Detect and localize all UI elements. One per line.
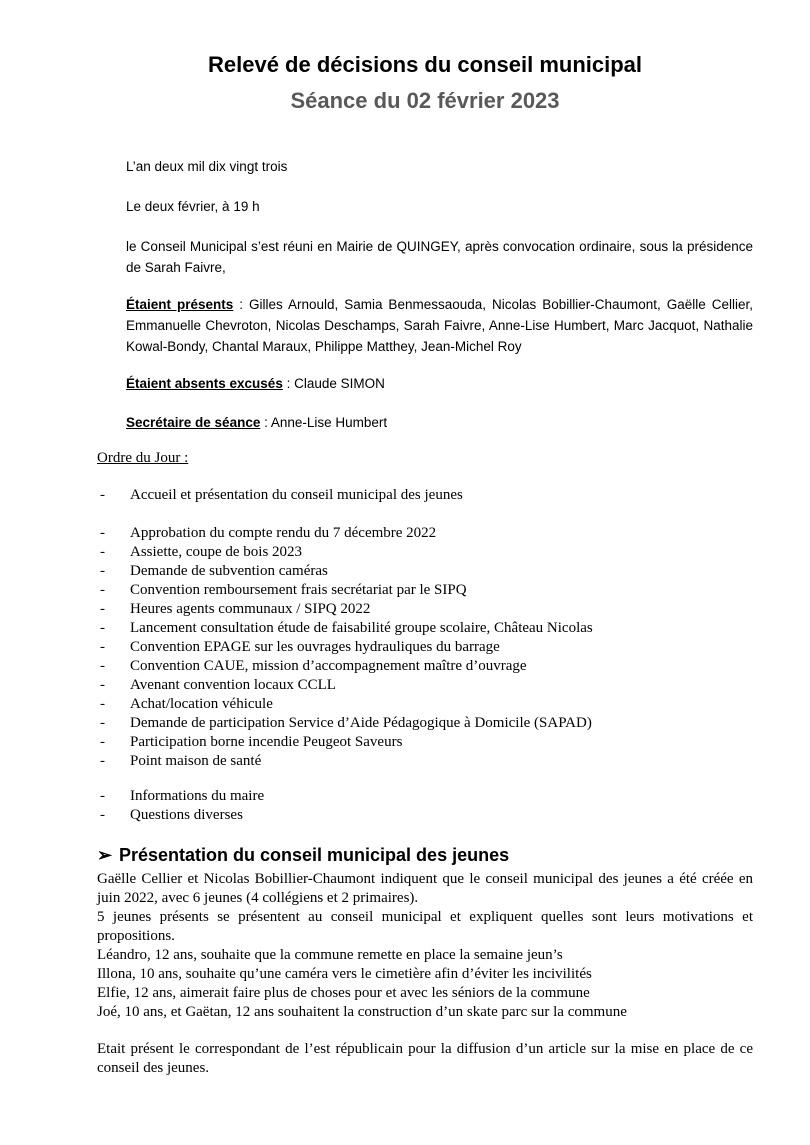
present-members: Étaient présents : Gilles Arnould, Samia Benmessaouda, Nicolas Bobillier-Chaumont, Gaëlle Cellier, Emmanuelle Chevroton, Nicolas Deschamps, Sarah Faivre, Anne-Lise Humbert, Marc Jacquot, Nathalie Kowal-Bondy, Chantal Maraux, Philippe Matthey, Jean-Michel Roy bbox=[126, 297, 753, 354]
paragraph: Elfie, 12 ans, aimerait faire plus de choses pour et avec les séniors de la commune bbox=[97, 985, 590, 1001]
section-body bbox=[97, 870, 753, 1022]
paragraph: Joé, 10 ans, et Gaëtan, 12 ans souhaitent la construction d’un skate parc sur la commune bbox=[97, 1004, 627, 1020]
session-secretary: Secrétaire de séance : Anne-Lise Humbert bbox=[126, 415, 388, 430]
intro-date-time: Le deux février, à 19 h bbox=[126, 199, 260, 214]
closing-paragraph: Etait présent le correspondant de l’est républicain pour la diffusion d’un article sur la mise en place de ce conseil des jeunes. bbox=[97, 1041, 753, 1076]
section-heading bbox=[97, 845, 509, 866]
present-label: Étaient présents bbox=[126, 297, 234, 312]
arrow-bullet-icon: ➢ bbox=[97, 845, 113, 865]
paragraph: Gaëlle Cellier et Nicolas Bobillier-Chaumont indiquent que le conseil municipal des jeunes a été créée en juin 2022, avec 6 jeunes (4 collégiens et 2 primaires). bbox=[97, 871, 753, 906]
session-date-subtitle: Séance du 02 février 2023 bbox=[290, 88, 560, 113]
intro-year: L’an deux mil dix vingt trois bbox=[126, 159, 288, 174]
document-title: Relevé de décisions du conseil municipal bbox=[207, 52, 643, 77]
absent-members: Étaient absents excusés : Claude SIMON bbox=[126, 376, 385, 391]
present-names: Gilles Arnould, Samia Benmessaouda, Nicolas Bobillier-Chaumont, Gaëlle Cellier, Emmanuelle Chevroton, Nicolas Deschamps, Sarah Faivre, Anne-Lise Humbert, Marc Jacquot, Nathalie Kowal-Bondy, Chantal Maraux, Philippe Matthey, Jean-Michel Roy bbox=[126, 297, 753, 354]
section-heading-text: Présentation du conseil municipal des jeunes bbox=[119, 845, 510, 865]
secretary-label: Secrétaire de séance bbox=[126, 415, 261, 430]
absent-names: Claude SIMON bbox=[294, 376, 385, 391]
paragraph: Léandro, 12 ans, souhaite que la commune remette en place la semaine jeun’s bbox=[97, 947, 563, 963]
intro-convocation: le Conseil Municipal s’est réuni en Mairie de QUINGEY, après convocation ordinaire, sous la présidence de Sarah Faivre, bbox=[126, 239, 753, 275]
absent-label: Étaient absents excusés bbox=[126, 376, 283, 391]
secretary-name: Anne-Lise Humbert bbox=[270, 415, 388, 430]
paragraph: 5 jeunes présents se présentent au conseil municipal et expliquent quelles sont leurs motivations et propositions. bbox=[97, 909, 753, 944]
agenda-heading: Ordre du Jour : bbox=[97, 450, 189, 466]
paragraph: Illona, 10 ans, souhaite qu’une caméra vers le cimetière afin d’éviter les incivilités bbox=[97, 966, 592, 982]
document-page: Relevé de décisions du conseil municipal Séance du 02 février 2023 L’an deux mil dix vingt trois Le deux février, à 19 h le Conseil Municipal s’est réuni en Mairie de QUINGEY, après convocation ordinaire, sous la présidence de Sarah Faivre, Étaient présents : Gilles Arnould, Samia Benmessaouda, Nicolas Bobillier-Chaumont, Gaëlle Cellier, Emmanuelle Chevroton, Nicolas Deschamps, Sarah Faivre, Anne-Lise Humbert, Marc Jacquot, Nathalie Kowal-Bondy, Chantal Maraux, Philippe Matthey, Jean-Michel Roy Étaient absents excusés : Claude SIMON Secrétaire de séance : Anne-Lise Humbert Ordre du Jour : - Accueil et présentation du conseil municipal des jeunes - Approbation du compte rendu du 7 décembre 2022 - Assiette, coupe de bois 2023 - Demande de subvention caméras - Convention remboursement frais secrétariat par le SIPQ - Heures agents communaux / SIPQ 2022 - Lancement consultation étude de faisabilité groupe scolaire, Château Nicolas - Convention EPAGE sur les ouvrages hydrauliques du barrage - Convention CAUE, mission d’accompagnement maître d’ouvrage - Avenant convention locaux CCLL - Achat/location véhicule - Demande de participation Service d’Aide Pédagogique à Domicile (SAPAD) - Participation borne incendie Peugeot Saveurs - Point maison de santé - Informations du maire - Questions diverses ➢ Présentation du conseil municipal des jeunes Gaëlle Cellier et Nicolas Bobillier-Chaumont indiquent que le conseil municipal des jeunes a été créée en juin 2022, avec 6 jeunes (4 collégiens et 2 primaires). 5 jeunes présents se présentent au conseil municipal et expliquent quelles sont leurs motivations et propositions. Léandro, 12 ans, souhaite que la commune remette en place la semaine jeun’s Illona, 10 ans, souhaite qu’une caméra vers le cimetière afin d’éviter les incivilités Elfie, 12 ans, aimerait faire plus de choses pour et avec les séniors de la commune Joé, 10 ans, et Gaëtan, 12 ans souhaitent la construction d’un skate parc sur la commune Etait présent le correspondant de l’est républicain pour la diffusion d’un article sur la mise en place de ce conseil des jeunes. bbox=[0, 0, 810, 1145]
